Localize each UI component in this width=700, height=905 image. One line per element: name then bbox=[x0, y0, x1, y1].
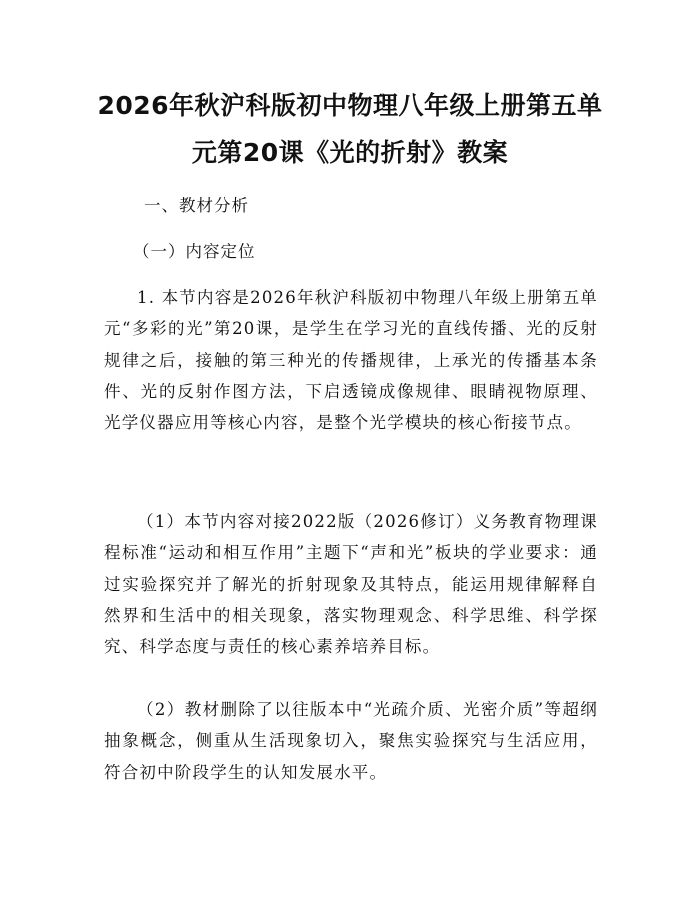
paragraph-textbook-changes: （2）教材删除了以往版本中“光疏介质、光密介质”等超纲抽象概念，侧重从生活现象切入，聚焦实验探究与生活应用，符合初中阶段学生的认知发展水平。 bbox=[104, 700, 598, 782]
subsection-heading: （一）内容定位 bbox=[133, 242, 256, 261]
document-title-line-2: 元第20课《光的折射》教案 bbox=[191, 138, 509, 167]
paragraph-curriculum-standard: （1）本节内容对接2022版（2026修订）义务教育物理课程标准“运动和相互作用”主题下“声和光”板块的学业要求：通过实验探究并了解光的折射现象及其特点，能运用规律解释自然界和生活中的相关现象，落实物理观念、科学思维、科学探究、科学态度与责任的核心素养培养目标。 bbox=[104, 512, 598, 657]
document-title-line-1: 2026年秋沪科版初中物理八年级上册第五单 bbox=[97, 91, 603, 120]
section-heading: 一、教材分析 bbox=[144, 196, 249, 215]
paragraph-content-positioning: 1. 本节内容是2026年秋沪科版初中物理八年级上册第五单元“多彩的光”第20课，是学生在学习光的直线传播、光的反射规律之后，接触的第三种光的传播规律，上承光的传播基本条件、光的反射作图方法，下启透镜成像规律、眼睛视物原理、光学仪器应用等核心内容，是整个光学模块的核心衔接节点。 bbox=[104, 288, 598, 433]
